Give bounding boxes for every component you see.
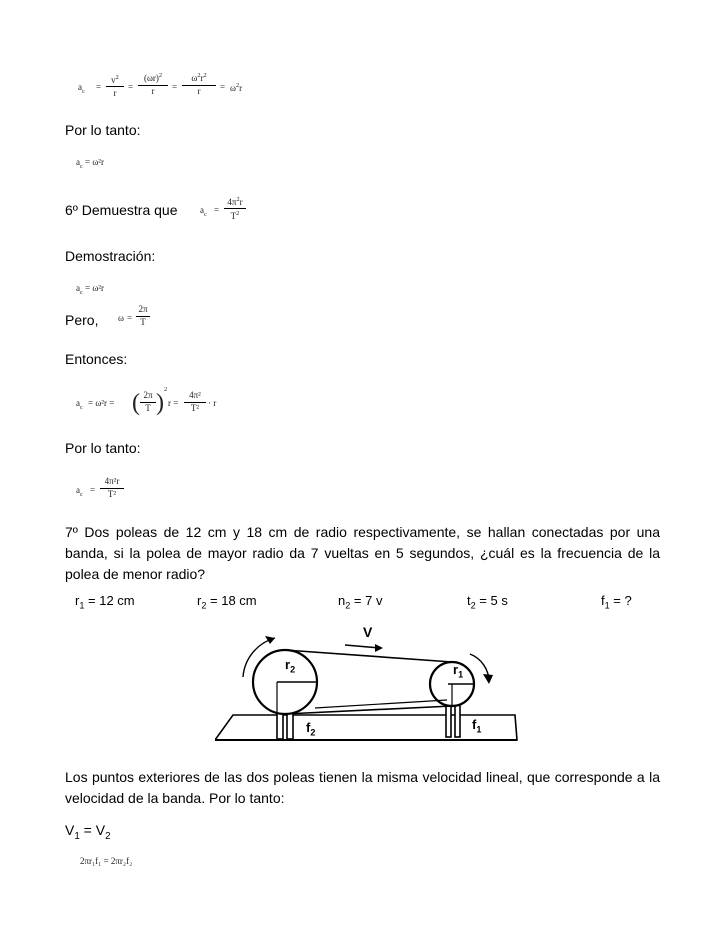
formula-ac-final: $a_c$ = 4π²r T² (76, 476, 136, 506)
explanation-text: Los puntos exteriores de las dos poleas tienen la misma velocidad lineal, que corresponde a la velocidad de la banda. Por lo tanto: (65, 769, 660, 806)
formula-entonces: $a_c$ = ω²r = ( 2π T ) 2 r = 4π² T² · r (76, 386, 217, 416)
given-n2: $n_2 = 7$ v (338, 593, 383, 611)
last-formula: 2πr₁f₁ = 2πr₂f₂ (80, 856, 133, 866)
por-lo-tanto-2: Por lo tanto: (65, 440, 141, 456)
velocity-label: V (363, 624, 373, 640)
f1-label: $f_1$ (472, 717, 482, 735)
formula-omega: ω = 2π T (118, 304, 158, 334)
problem-7-text: 7º Dos poleas de 12 cm y 18 cm de radio respectivamente, se hallan conectadas por una banda, si la polea de mayor radio da 7 vueltas en 5 segundos, ¿cuál es la frecuencia de la polea de menor radio? (65, 524, 660, 582)
item-6-label: 6º Demuestra que (65, 202, 178, 218)
given-r2: $r_2 = 18$ cm (197, 593, 257, 611)
belt-top (285, 650, 452, 662)
por-lo-tanto-1: Por lo tanto: (65, 122, 141, 138)
velocity-equation: $V_1 = V_2$ (65, 822, 111, 842)
formula-ac-omega2r-1: $a_c = \omega^2r$ (76, 157, 104, 170)
entonces-label: Entonces: (65, 351, 128, 367)
given-r1: $r_1 = 12$ cm (75, 593, 135, 611)
r2-label: $r_2$ (285, 657, 296, 675)
given-t2: $t_2 = 5$ s (467, 593, 508, 611)
formula-ac-4pi2r-T2: $a_c$ = $4\pi^2r$ $T^2$ (200, 196, 260, 226)
f2-label: $f_2$ (306, 720, 316, 738)
intro-formula: $a_c$ = $v^2$ r = $(\omega r)^2$ r = $\omega^2r^2$ r = $\omega^2r$ (78, 72, 243, 98)
belt-bottom (285, 706, 452, 714)
given-f1: $f_1$ = ? (601, 593, 632, 611)
demostracion-label: Demostración: (65, 248, 156, 264)
formula-ac-omega2r-2: $a_c = \omega^2r$ (76, 283, 104, 296)
pero-label: Pero, (65, 312, 99, 328)
r1-label: $r_1$ (453, 662, 464, 680)
pulley-diagram (215, 622, 520, 747)
velocity-arrow (345, 645, 380, 648)
